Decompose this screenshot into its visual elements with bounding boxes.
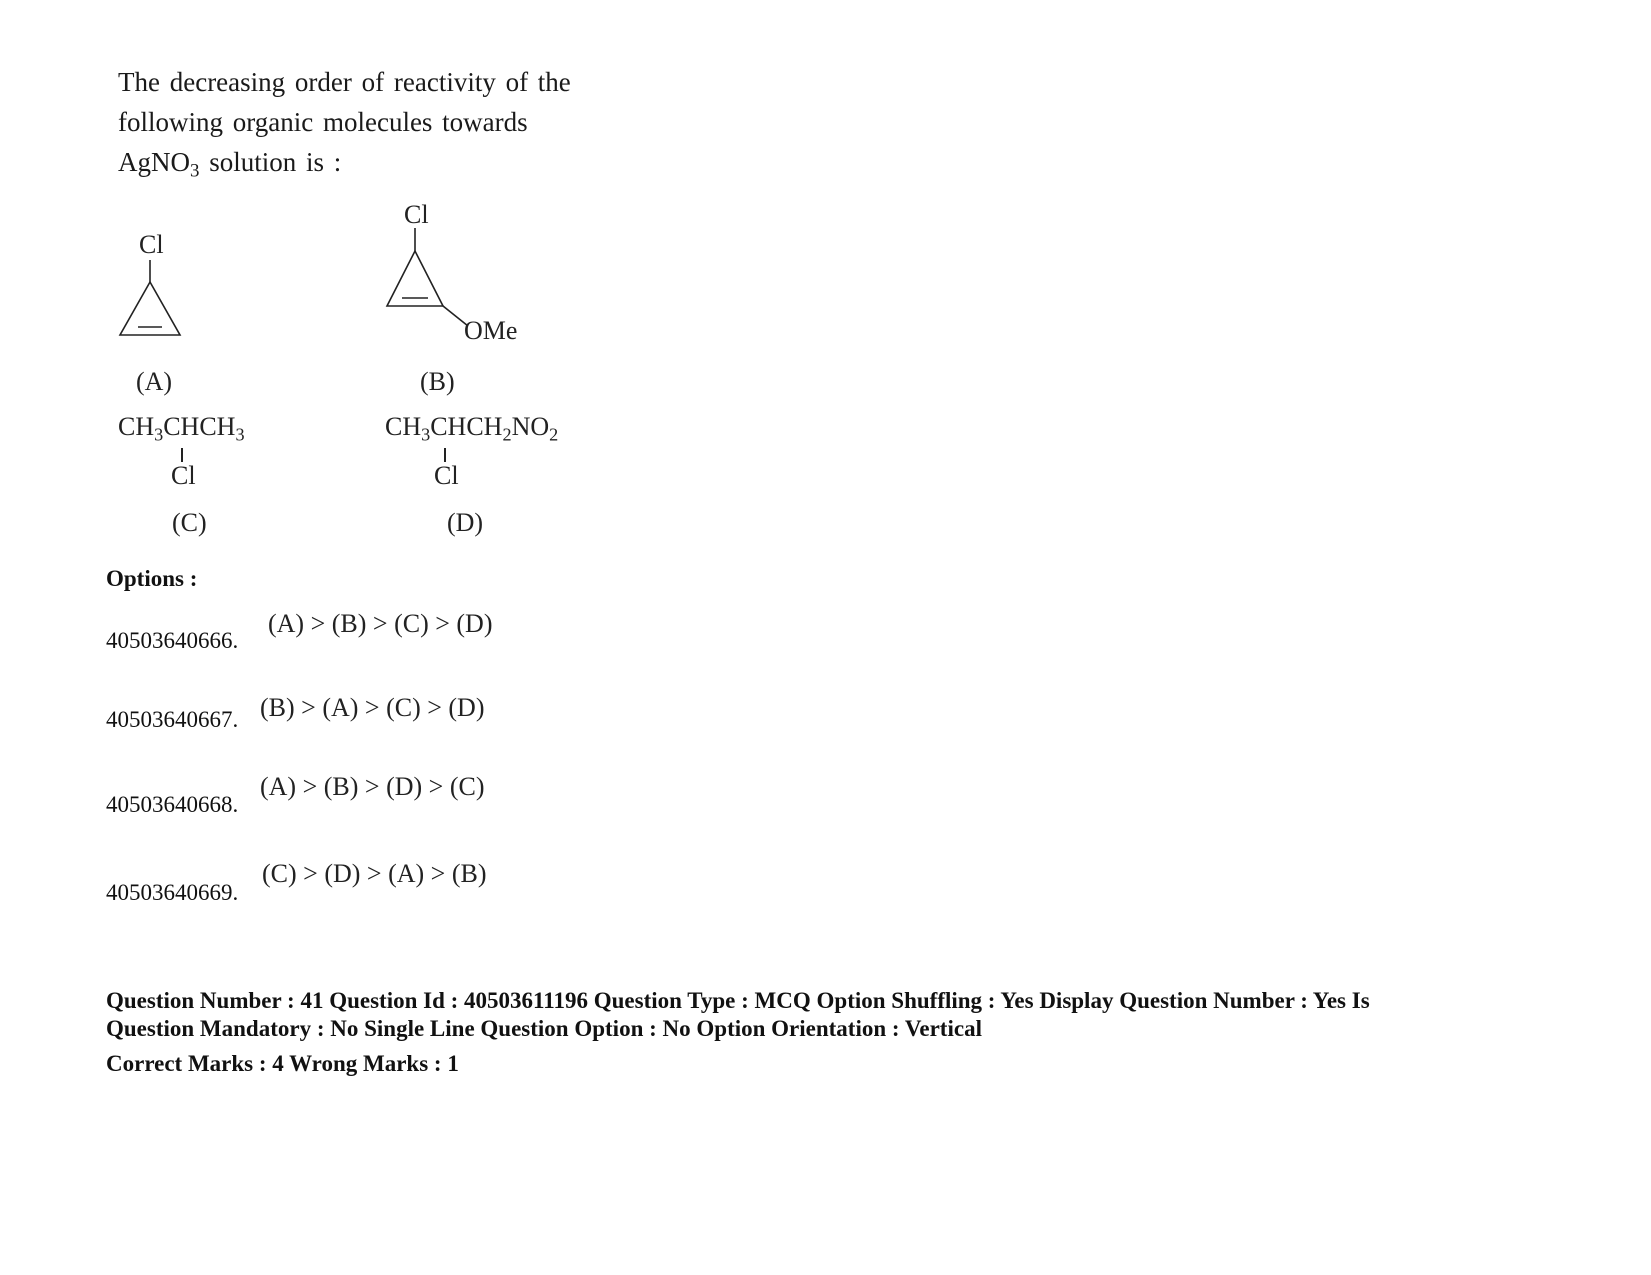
- question-meta: [106, 987, 1576, 1043]
- question-meta-line-1: Question Number : 41 Question Id : 40503611196 Question Type : MCQ Option Shuffling : Yes Display Question Number : Yes Is: [106, 988, 1370, 1013]
- question-line-1: The decreasing order of reactivity of the: [118, 67, 571, 97]
- option-4-id: 40503640669.: [106, 880, 239, 905]
- options-heading: Options :: [106, 566, 198, 591]
- cyclopropene-a-icon: [110, 260, 190, 340]
- structure-d-bond: [444, 448, 446, 462]
- question-text: [118, 62, 638, 182]
- question-meta-line-2: Question Mandatory : No Single Line Question Option : No Option Orientation : Vertical: [106, 1016, 982, 1041]
- structure-d-formula: $CH_3CHCH_2NO_2$: [385, 412, 559, 445]
- structure-c-formula: $CH_3CHCH_3$: [118, 412, 245, 445]
- option-1-text: (A) > (B) > (C) > (D): [268, 609, 493, 638]
- marks-info: Correct Marks : 4 Wrong Marks : 1: [106, 1051, 459, 1076]
- question-line-3: AgNO$_3$ solution is :: [118, 147, 342, 182]
- option-1-id: 40503640666.: [106, 628, 239, 653]
- structure-c-cl: Cl: [171, 461, 196, 490]
- structure-b-ome: OMe: [464, 316, 518, 345]
- structure-b-label: (B): [420, 367, 455, 396]
- option-2-id: 40503640667.: [106, 707, 239, 732]
- structure-c-label: (C): [172, 508, 207, 537]
- structure-a-cl: Cl: [139, 230, 164, 259]
- cyclopropene-b-icon: [375, 228, 475, 328]
- question-line-2: following organic molecules towards: [118, 107, 528, 137]
- option-3-id: 40503640668.: [106, 792, 239, 817]
- option-2-text: (B) > (A) > (C) > (D): [260, 693, 485, 722]
- structure-c-bond: [181, 448, 183, 462]
- option-4-text: (C) > (D) > (A) > (B): [262, 859, 487, 888]
- structure-b-cl: Cl: [404, 200, 429, 229]
- option-3-text: (A) > (B) > (D) > (C): [260, 772, 485, 801]
- structure-d-label: (D): [447, 508, 484, 537]
- structure-a-label: (A): [136, 367, 173, 396]
- structure-d-cl: Cl: [434, 461, 459, 490]
